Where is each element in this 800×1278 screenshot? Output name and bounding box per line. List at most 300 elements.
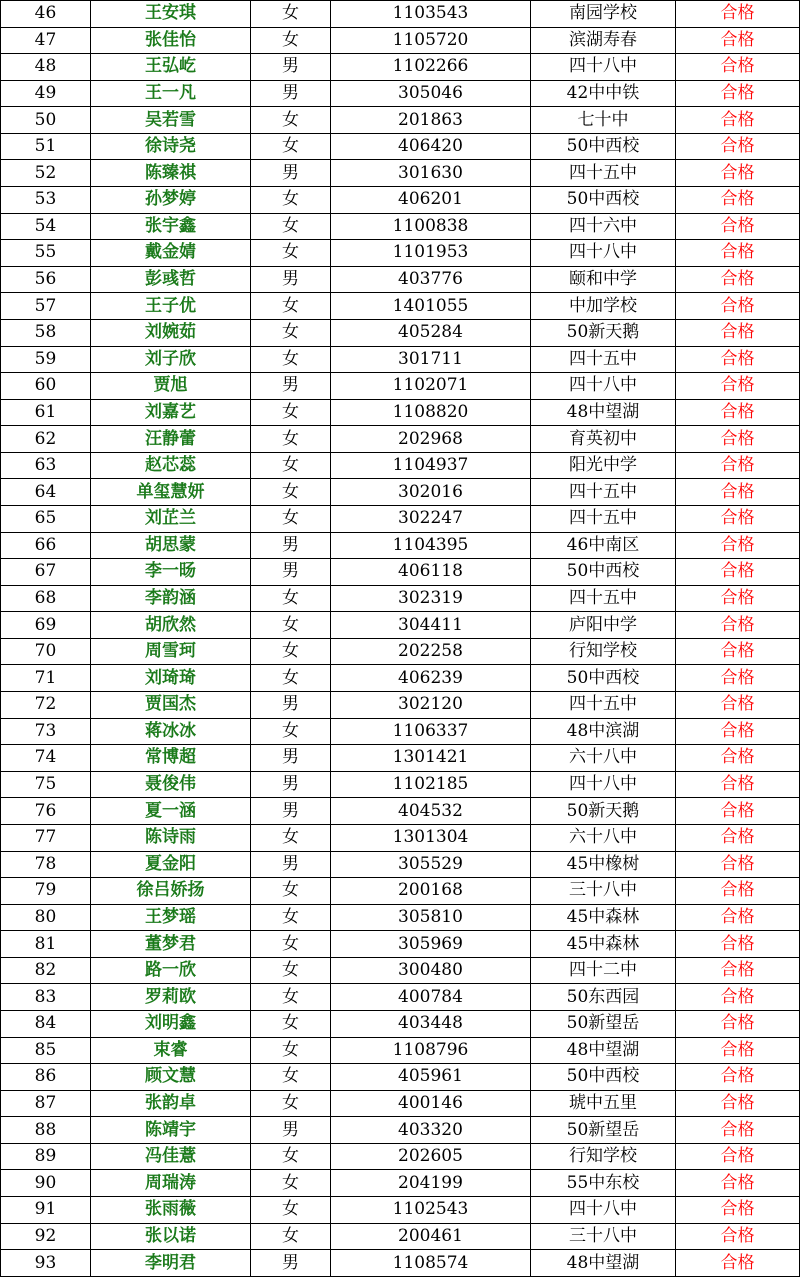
gender: 女 [251, 931, 331, 958]
result-status: 合格 [676, 692, 800, 719]
student-name: 常博超 [91, 745, 251, 772]
school: 滨湖寿春 [531, 27, 676, 54]
row-number: 61 [1, 399, 91, 426]
school: 50新天鹅 [531, 319, 676, 346]
student-id: 204199 [331, 1170, 531, 1197]
result-status: 合格 [676, 585, 800, 612]
student-name: 胡思蒙 [91, 532, 251, 559]
table-row [1, 612, 800, 639]
gender: 女 [251, 240, 331, 267]
gender: 男 [251, 771, 331, 798]
student-name: 刘嘉艺 [91, 399, 251, 426]
student-id: 406118 [331, 559, 531, 586]
student-id: 304411 [331, 612, 531, 639]
row-number: 84 [1, 1010, 91, 1037]
table-row [1, 479, 800, 506]
school: 阳光中学 [531, 452, 676, 479]
student-id: 405961 [331, 1064, 531, 1091]
gender: 男 [251, 559, 331, 586]
student-id: 1101953 [331, 240, 531, 267]
row-number: 91 [1, 1197, 91, 1224]
row-number: 92 [1, 1223, 91, 1250]
student-id: 302120 [331, 692, 531, 719]
school: 四十二中 [531, 957, 676, 984]
row-number: 73 [1, 718, 91, 745]
gender: 男 [251, 1117, 331, 1144]
result-status: 合格 [676, 133, 800, 160]
result-status: 合格 [676, 266, 800, 293]
row-number: 93 [1, 1250, 91, 1277]
table-row [1, 718, 800, 745]
row-number: 60 [1, 373, 91, 400]
school: 四十五中 [531, 692, 676, 719]
student-id: 305810 [331, 904, 531, 931]
student-name: 冯佳薏 [91, 1143, 251, 1170]
school: 50新天鹅 [531, 798, 676, 825]
table-row [1, 1064, 800, 1091]
student-id: 1301304 [331, 824, 531, 851]
student-id: 404532 [331, 798, 531, 825]
result-status: 合格 [676, 957, 800, 984]
table-row [1, 957, 800, 984]
student-id: 1102543 [331, 1197, 531, 1224]
gender: 男 [251, 692, 331, 719]
row-number: 87 [1, 1090, 91, 1117]
table-row [1, 851, 800, 878]
result-status: 合格 [676, 878, 800, 905]
result-status: 合格 [676, 1010, 800, 1037]
student-id: 1108796 [331, 1037, 531, 1064]
gender: 女 [251, 904, 331, 931]
result-status: 合格 [676, 160, 800, 187]
row-number: 86 [1, 1064, 91, 1091]
table-row [1, 771, 800, 798]
table-row [1, 1170, 800, 1197]
school: 48中望湖 [531, 399, 676, 426]
student-name: 周瑞涛 [91, 1170, 251, 1197]
student-name: 董梦君 [91, 931, 251, 958]
table-row [1, 692, 800, 719]
student-name: 张佳怡 [91, 27, 251, 54]
student-name: 夏一涵 [91, 798, 251, 825]
result-status: 合格 [676, 293, 800, 320]
school: 45中森林 [531, 904, 676, 931]
gender: 女 [251, 984, 331, 1011]
table-row [1, 133, 800, 160]
school: 50中西校 [531, 1064, 676, 1091]
result-status: 合格 [676, 559, 800, 586]
result-status: 合格 [676, 373, 800, 400]
results-table-body [1, 1, 800, 1277]
table-row [1, 559, 800, 586]
result-status: 合格 [676, 399, 800, 426]
gender: 女 [251, 133, 331, 160]
result-status: 合格 [676, 107, 800, 134]
result-status: 合格 [676, 505, 800, 532]
student-name: 刘明鑫 [91, 1010, 251, 1037]
student-id: 302016 [331, 479, 531, 506]
result-status: 合格 [676, 54, 800, 81]
student-id: 302319 [331, 585, 531, 612]
row-number: 51 [1, 133, 91, 160]
gender: 男 [251, 798, 331, 825]
school: 行知学校 [531, 638, 676, 665]
student-name: 胡欣然 [91, 612, 251, 639]
table-row [1, 160, 800, 187]
gender: 女 [251, 399, 331, 426]
result-status: 合格 [676, 1197, 800, 1224]
result-status: 合格 [676, 1117, 800, 1144]
school: 南园学校 [531, 1, 676, 28]
table-row [1, 1143, 800, 1170]
result-status: 合格 [676, 213, 800, 240]
gender: 女 [251, 107, 331, 134]
student-name: 李明君 [91, 1250, 251, 1277]
school: 琥中五里 [531, 1090, 676, 1117]
row-number: 81 [1, 931, 91, 958]
student-name: 张雨薇 [91, 1197, 251, 1224]
student-id: 302247 [331, 505, 531, 532]
row-number: 48 [1, 54, 91, 81]
row-number: 90 [1, 1170, 91, 1197]
school: 50中西校 [531, 187, 676, 214]
student-id: 305969 [331, 931, 531, 958]
result-status: 合格 [676, 1037, 800, 1064]
student-name: 聂俊伟 [91, 771, 251, 798]
student-name: 戴金婧 [91, 240, 251, 267]
row-number: 63 [1, 452, 91, 479]
row-number: 76 [1, 798, 91, 825]
student-id: 406420 [331, 133, 531, 160]
student-name: 刘子欣 [91, 346, 251, 373]
school: 45中橡树 [531, 851, 676, 878]
school: 42中中铁 [531, 80, 676, 107]
student-id: 1105720 [331, 27, 531, 54]
row-number: 53 [1, 187, 91, 214]
row-number: 57 [1, 293, 91, 320]
gender: 男 [251, 80, 331, 107]
table-row [1, 107, 800, 134]
student-name: 夏金阳 [91, 851, 251, 878]
table-row [1, 984, 800, 1011]
table-row [1, 399, 800, 426]
school: 三十八中 [531, 878, 676, 905]
row-number: 77 [1, 824, 91, 851]
school: 50中西校 [531, 665, 676, 692]
school: 四十八中 [531, 1197, 676, 1224]
result-status: 合格 [676, 771, 800, 798]
gender: 女 [251, 319, 331, 346]
result-status: 合格 [676, 1223, 800, 1250]
table-row [1, 1117, 800, 1144]
row-number: 74 [1, 745, 91, 772]
student-id: 1108820 [331, 399, 531, 426]
student-id: 305529 [331, 851, 531, 878]
gender: 女 [251, 293, 331, 320]
gender: 女 [251, 426, 331, 453]
gender: 女 [251, 718, 331, 745]
gender: 女 [251, 452, 331, 479]
student-name: 彭彧哲 [91, 266, 251, 293]
result-status: 合格 [676, 27, 800, 54]
student-name: 贾国杰 [91, 692, 251, 719]
gender: 男 [251, 1250, 331, 1277]
student-name: 王一凡 [91, 80, 251, 107]
school: 四十五中 [531, 160, 676, 187]
student-name: 孙梦婷 [91, 187, 251, 214]
table-row [1, 27, 800, 54]
result-status: 合格 [676, 1143, 800, 1170]
row-number: 79 [1, 878, 91, 905]
school: 六十八中 [531, 745, 676, 772]
student-name: 李一旸 [91, 559, 251, 586]
table-row [1, 240, 800, 267]
gender: 女 [251, 1197, 331, 1224]
school: 四十八中 [531, 771, 676, 798]
student-name: 徐吕娇扬 [91, 878, 251, 905]
student-name: 陈靖宇 [91, 1117, 251, 1144]
student-id: 1100838 [331, 213, 531, 240]
row-number: 71 [1, 665, 91, 692]
row-number: 72 [1, 692, 91, 719]
school: 45中森林 [531, 931, 676, 958]
row-number: 56 [1, 266, 91, 293]
student-id: 400784 [331, 984, 531, 1011]
student-id: 1401055 [331, 293, 531, 320]
student-name: 张宇鑫 [91, 213, 251, 240]
school: 四十六中 [531, 213, 676, 240]
table-row [1, 266, 800, 293]
row-number: 70 [1, 638, 91, 665]
student-name: 束睿 [91, 1037, 251, 1064]
table-row [1, 1197, 800, 1224]
result-status: 合格 [676, 904, 800, 931]
student-id: 301711 [331, 346, 531, 373]
student-id: 300480 [331, 957, 531, 984]
table-row [1, 585, 800, 612]
table-row [1, 452, 800, 479]
student-name: 刘琦琦 [91, 665, 251, 692]
student-id: 1102071 [331, 373, 531, 400]
result-status: 合格 [676, 665, 800, 692]
school: 46中南区 [531, 532, 676, 559]
student-name: 赵芯蕊 [91, 452, 251, 479]
table-row [1, 798, 800, 825]
school: 50新望岳 [531, 1010, 676, 1037]
student-name: 王安琪 [91, 1, 251, 28]
result-status: 合格 [676, 612, 800, 639]
table-row [1, 346, 800, 373]
result-status: 合格 [676, 1090, 800, 1117]
table-row [1, 1090, 800, 1117]
school: 七十中 [531, 107, 676, 134]
table-row [1, 319, 800, 346]
gender: 女 [251, 957, 331, 984]
student-name: 李韵涵 [91, 585, 251, 612]
row-number: 68 [1, 585, 91, 612]
gender: 女 [251, 878, 331, 905]
student-name: 刘婉茹 [91, 319, 251, 346]
student-name: 张韵卓 [91, 1090, 251, 1117]
school: 三十八中 [531, 1223, 676, 1250]
school: 四十五中 [531, 346, 676, 373]
table-row [1, 824, 800, 851]
student-id: 200461 [331, 1223, 531, 1250]
student-name: 王子优 [91, 293, 251, 320]
gender: 女 [251, 187, 331, 214]
table-row [1, 532, 800, 559]
result-status: 合格 [676, 319, 800, 346]
student-id: 400146 [331, 1090, 531, 1117]
school: 50新望岳 [531, 1117, 676, 1144]
gender: 女 [251, 665, 331, 692]
gender: 女 [251, 1010, 331, 1037]
gender: 男 [251, 851, 331, 878]
school: 50中西校 [531, 133, 676, 160]
student-id: 301630 [331, 160, 531, 187]
table-row [1, 638, 800, 665]
table-row [1, 54, 800, 81]
student-name: 路一欣 [91, 957, 251, 984]
student-id: 305046 [331, 80, 531, 107]
result-status: 合格 [676, 532, 800, 559]
table-row [1, 1010, 800, 1037]
student-id: 1301421 [331, 745, 531, 772]
result-status: 合格 [676, 426, 800, 453]
row-number: 89 [1, 1143, 91, 1170]
student-id: 1103543 [331, 1, 531, 28]
table-row [1, 1250, 800, 1277]
row-number: 75 [1, 771, 91, 798]
result-status: 合格 [676, 1250, 800, 1277]
school: 庐阳中学 [531, 612, 676, 639]
result-status: 合格 [676, 718, 800, 745]
student-name: 周雪珂 [91, 638, 251, 665]
row-number: 83 [1, 984, 91, 1011]
student-id: 1104395 [331, 532, 531, 559]
table-row [1, 213, 800, 240]
result-status: 合格 [676, 1, 800, 28]
result-status: 合格 [676, 745, 800, 772]
student-id: 202258 [331, 638, 531, 665]
gender: 女 [251, 638, 331, 665]
student-id: 403320 [331, 1117, 531, 1144]
row-number: 55 [1, 240, 91, 267]
gender: 女 [251, 824, 331, 851]
table-row [1, 931, 800, 958]
row-number: 50 [1, 107, 91, 134]
result-status: 合格 [676, 824, 800, 851]
school: 四十五中 [531, 479, 676, 506]
table-row [1, 1037, 800, 1064]
table-row [1, 187, 800, 214]
row-number: 47 [1, 27, 91, 54]
row-number: 69 [1, 612, 91, 639]
result-status: 合格 [676, 931, 800, 958]
result-status: 合格 [676, 984, 800, 1011]
table-row [1, 1223, 800, 1250]
gender: 女 [251, 1223, 331, 1250]
student-name: 张以诺 [91, 1223, 251, 1250]
school: 50东西园 [531, 984, 676, 1011]
school: 行知学校 [531, 1143, 676, 1170]
row-number: 49 [1, 80, 91, 107]
student-id: 403448 [331, 1010, 531, 1037]
student-name: 贾旭 [91, 373, 251, 400]
student-id: 201863 [331, 107, 531, 134]
gender: 女 [251, 1037, 331, 1064]
gender: 女 [251, 1143, 331, 1170]
result-status: 合格 [676, 346, 800, 373]
row-number: 52 [1, 160, 91, 187]
row-number: 66 [1, 532, 91, 559]
table-row [1, 373, 800, 400]
student-name: 陈诗雨 [91, 824, 251, 851]
row-number: 67 [1, 559, 91, 586]
student-name: 刘芷兰 [91, 505, 251, 532]
student-id: 1108574 [331, 1250, 531, 1277]
gender: 女 [251, 585, 331, 612]
table-row [1, 745, 800, 772]
row-number: 88 [1, 1117, 91, 1144]
result-status: 合格 [676, 1170, 800, 1197]
school: 四十八中 [531, 54, 676, 81]
school: 48中望湖 [531, 1250, 676, 1277]
student-id: 1104937 [331, 452, 531, 479]
gender: 女 [251, 27, 331, 54]
row-number: 64 [1, 479, 91, 506]
result-status: 合格 [676, 187, 800, 214]
gender: 男 [251, 54, 331, 81]
result-status: 合格 [676, 240, 800, 267]
school: 六十八中 [531, 824, 676, 851]
table-row [1, 904, 800, 931]
result-status: 合格 [676, 479, 800, 506]
student-id: 1102266 [331, 54, 531, 81]
row-number: 82 [1, 957, 91, 984]
gender: 男 [251, 745, 331, 772]
table-row [1, 665, 800, 692]
gender: 女 [251, 1090, 331, 1117]
gender: 女 [251, 1, 331, 28]
school: 50中西校 [531, 559, 676, 586]
row-number: 85 [1, 1037, 91, 1064]
row-number: 46 [1, 1, 91, 28]
student-name: 王弘屹 [91, 54, 251, 81]
student-id: 406201 [331, 187, 531, 214]
student-name: 顾文慧 [91, 1064, 251, 1091]
student-id: 405284 [331, 319, 531, 346]
student-id: 1106337 [331, 718, 531, 745]
school: 四十八中 [531, 240, 676, 267]
table-row [1, 80, 800, 107]
student-id: 406239 [331, 665, 531, 692]
result-status: 合格 [676, 452, 800, 479]
table-row [1, 878, 800, 905]
table-row [1, 505, 800, 532]
gender: 男 [251, 160, 331, 187]
gender: 男 [251, 373, 331, 400]
result-status: 合格 [676, 1064, 800, 1091]
result-status: 合格 [676, 638, 800, 665]
school: 四十八中 [531, 373, 676, 400]
school: 四十五中 [531, 505, 676, 532]
student-name: 单玺慧妍 [91, 479, 251, 506]
student-id: 1102185 [331, 771, 531, 798]
school: 48中滨湖 [531, 718, 676, 745]
table-row [1, 293, 800, 320]
row-number: 58 [1, 319, 91, 346]
